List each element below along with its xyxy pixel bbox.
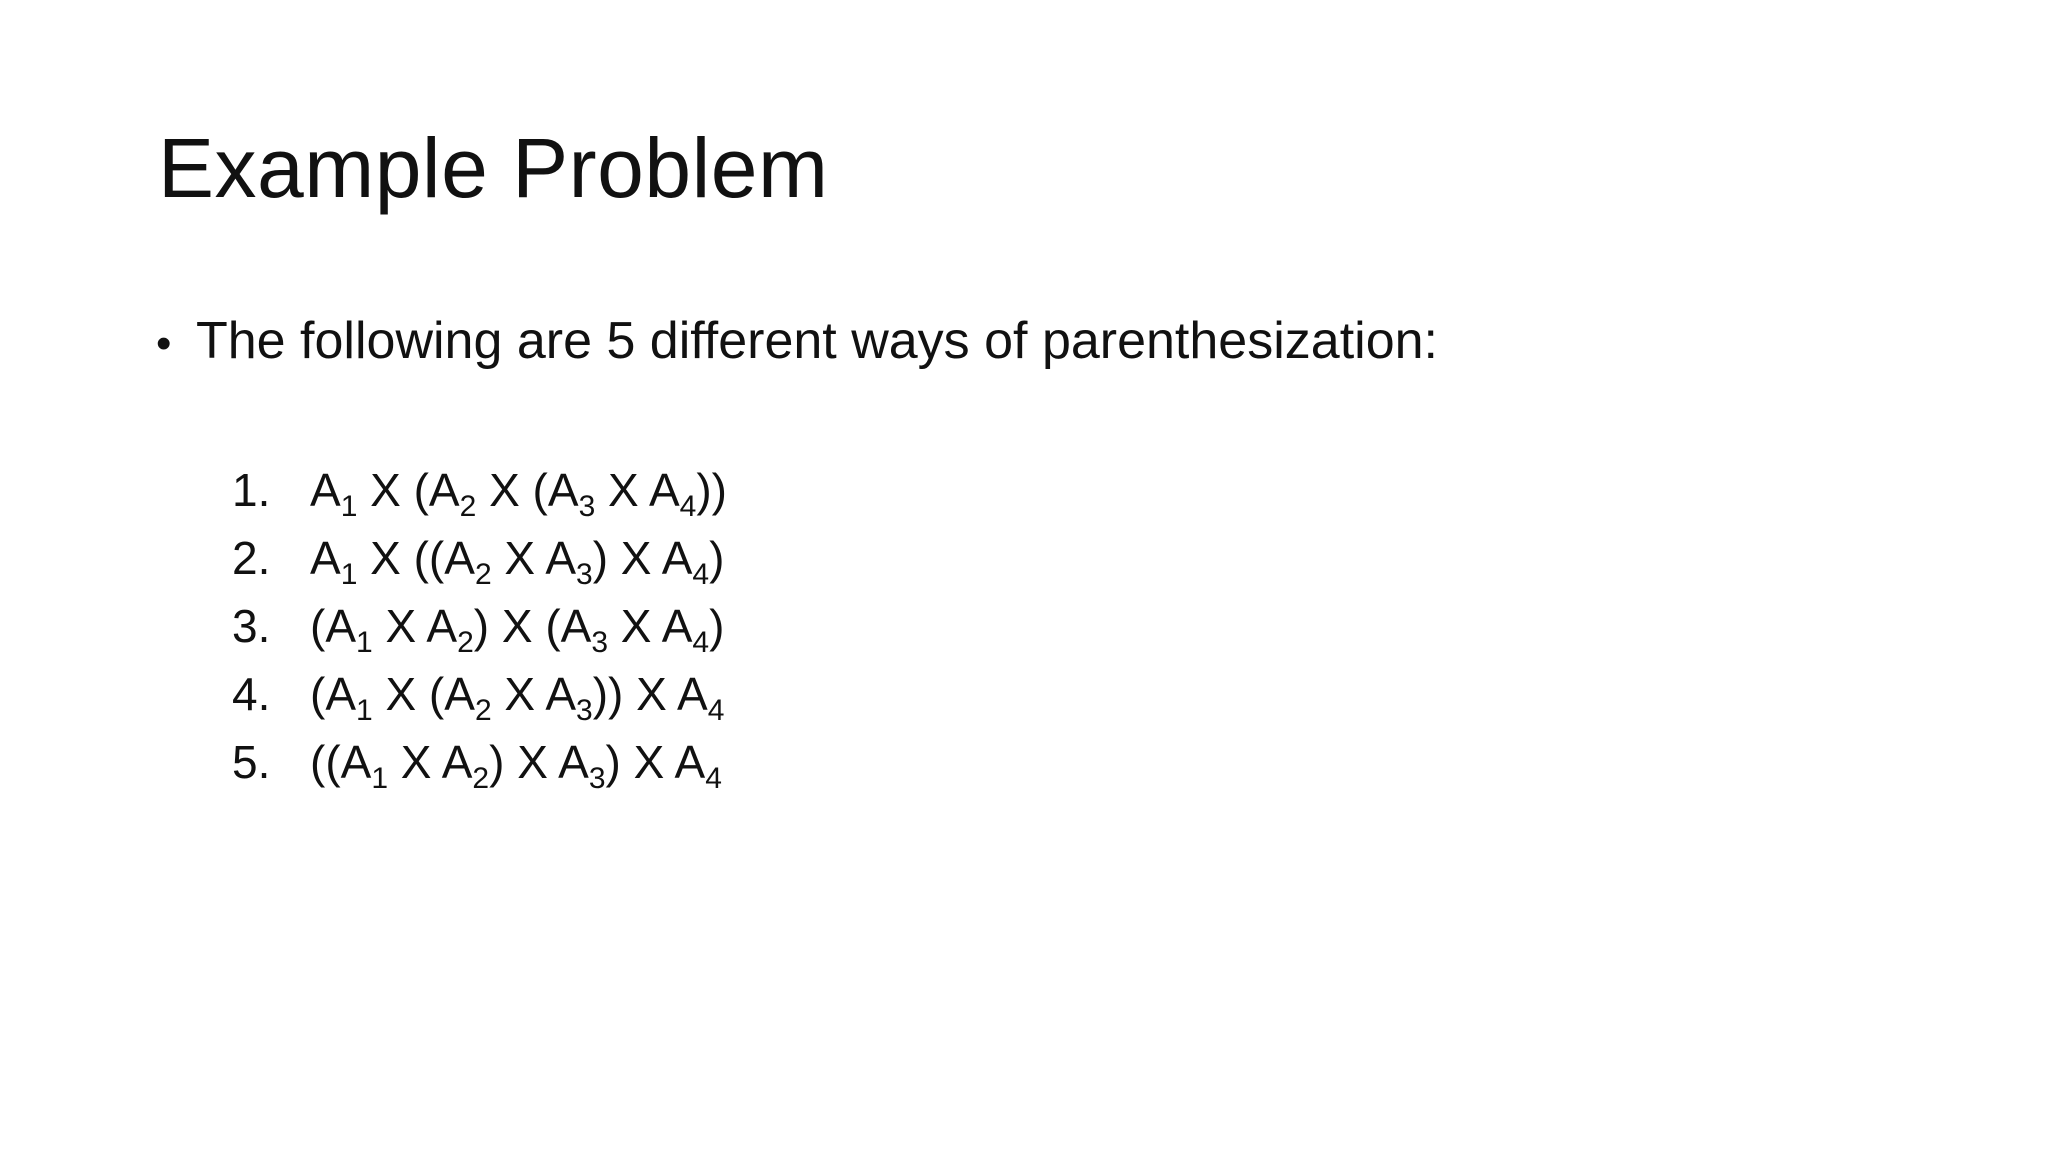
bullet-icon: • xyxy=(156,319,172,368)
expression-text: X (A xyxy=(357,464,460,516)
subscript: 2 xyxy=(472,762,490,795)
expression-text: (A xyxy=(310,668,356,720)
expression-text: X A xyxy=(388,736,473,788)
bullet-point xyxy=(156,310,1438,372)
slide-title: Example Problem xyxy=(158,121,829,215)
subscript: 3 xyxy=(576,558,593,591)
subscript: 3 xyxy=(576,694,593,727)
expression-text: ((A xyxy=(310,736,372,788)
subscript: 4 xyxy=(692,558,710,591)
expression-text: ) X A xyxy=(489,736,589,788)
list-item-number: 4. xyxy=(232,668,271,720)
subscript: 2 xyxy=(459,490,477,523)
expression-text: ) X A xyxy=(605,736,706,788)
subscript: 4 xyxy=(707,694,725,727)
expression-text: )) xyxy=(696,464,727,516)
subscript: 1 xyxy=(340,490,358,523)
matrix-expression xyxy=(310,660,724,728)
expression-text: X A xyxy=(491,668,577,720)
expression-text: X A xyxy=(595,464,680,516)
expression-text: (A xyxy=(310,600,356,652)
subscript: 3 xyxy=(591,626,609,659)
expression-text: ) X A xyxy=(592,532,693,584)
list-item-number: 5. xyxy=(232,736,271,788)
expression-text: X (A xyxy=(476,464,579,516)
subscript: 3 xyxy=(588,762,606,795)
subscript: 1 xyxy=(371,762,389,795)
list-item xyxy=(232,524,727,592)
expression-text: ) X (A xyxy=(473,600,592,652)
matrix-expression xyxy=(310,456,727,524)
subscript: 3 xyxy=(578,490,596,523)
list-item xyxy=(232,456,727,524)
expression-text: X (A xyxy=(372,668,475,720)
subscript: 4 xyxy=(705,762,722,795)
expression-text: A xyxy=(310,464,341,516)
expression-text: ) xyxy=(709,600,725,652)
matrix-expression xyxy=(310,728,722,796)
subscript: 2 xyxy=(474,694,492,727)
matrix-expression xyxy=(310,524,724,592)
expression-text: )) X A xyxy=(592,668,708,720)
expression-text: X A xyxy=(608,600,693,652)
list-item xyxy=(232,592,727,660)
subscript: 1 xyxy=(356,626,373,659)
expression-text: A xyxy=(310,532,341,584)
list-item-number: 2. xyxy=(232,532,271,584)
matrix-expression xyxy=(310,592,724,660)
parenthesization-list xyxy=(232,456,727,796)
subscript: 1 xyxy=(356,694,373,727)
subscript: 4 xyxy=(692,626,710,659)
expression-text: X A xyxy=(491,532,577,584)
subscript: 2 xyxy=(457,626,474,659)
list-item xyxy=(232,728,727,796)
subscript: 1 xyxy=(340,558,358,591)
expression-text: X ((A xyxy=(357,532,475,584)
expression-text: X A xyxy=(372,600,458,652)
bullet-text: The following are 5 different ways of parenthesization: xyxy=(196,312,1438,370)
subscript: 4 xyxy=(679,490,697,523)
list-item-number: 3. xyxy=(232,600,271,652)
list-item-number: 1. xyxy=(232,464,271,516)
subscript: 2 xyxy=(474,558,492,591)
expression-text: ) xyxy=(709,532,725,584)
list-item xyxy=(232,660,727,728)
